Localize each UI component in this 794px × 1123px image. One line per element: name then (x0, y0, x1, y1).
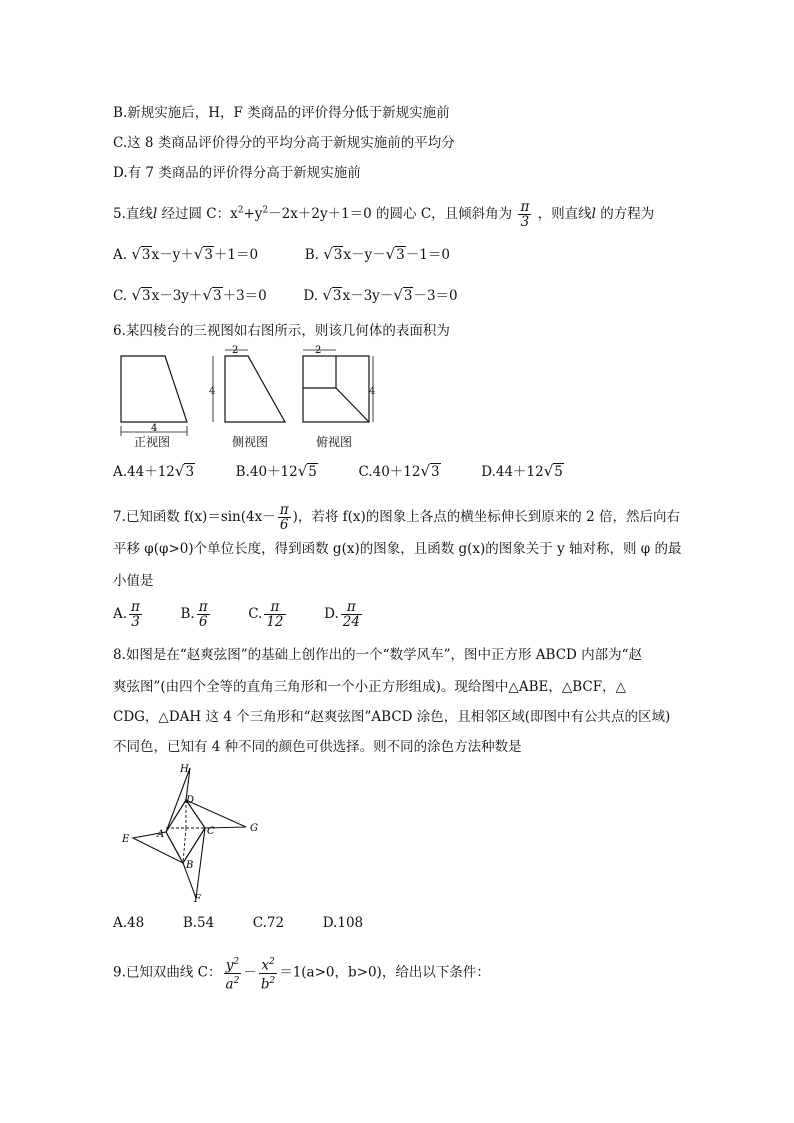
front-width-label: 4 (151, 423, 158, 434)
square-abcd (166, 800, 205, 863)
q6-option-d: D.44＋12√5 (481, 462, 563, 480)
q4-option-b: B.新规实施后，H，F 类商品的评价得分低于新规实施前 (113, 105, 450, 121)
q8-stem-line2: 爽弦图”(由四个全等的直角三角形和一个小正方形组成)。现给图中△ABE，△BCF，△ (113, 679, 626, 695)
q4-option-c: C.这 8 类商品评价得分的平均分高于新规实施前的平均分 (113, 135, 455, 151)
windmill-figure (118, 760, 268, 910)
q8-options (113, 914, 363, 932)
y2-over-a2: $\frac{y^2}{a^2}$ (225, 957, 240, 992)
top-view-caption: 俯视图 (316, 435, 353, 449)
q5-option-c: C. √3x－3y＋√3＋3＝0 (113, 286, 267, 304)
q8-option-c: C.72 (252, 915, 285, 931)
top-top-label: 2 (315, 345, 322, 356)
q5-options-ab (113, 245, 450, 264)
q9-stem: 9.已知双曲线 C： $\frac{y^2}{a^2}$ － $\frac{x^2}{b^2}$ ＝1(a>0，b>0)，给出以下条件： (113, 957, 490, 992)
side-view-shape (225, 356, 285, 422)
q7-option-d: D. $\frac{\pi}{24}$ (324, 599, 360, 630)
q8-option-d: D.108 (322, 915, 364, 931)
side-view-caption: 侧视图 (232, 435, 269, 449)
q6-option-a: A.44＋12√3 (113, 462, 195, 480)
label-a: A (157, 829, 165, 840)
q8-stem-line1: 8.如图是在“赵爽弦图”的基础上创作出的一个“数学风车”，图中正方形 ABCD 内部为“赵 (113, 647, 643, 663)
q6-option-b: B.40＋12√5 (235, 462, 317, 480)
front-view-caption: 正视图 (134, 435, 171, 449)
side-height-label: 4 (209, 386, 216, 397)
q6-options (113, 462, 564, 481)
q7-stem-line1: 7.已知函数 f(x)＝sin(4x－ $\frac{\pi}{6}$ )，若将 f(x)的图象上各点的横坐标伸长到原来的 2 倍，然后向右 (113, 502, 680, 533)
label-h: H (180, 764, 189, 775)
q7-stem-line3: 小值是 (113, 573, 154, 589)
q7-option-b: B. $\frac{\pi}{6}$ (180, 599, 208, 630)
q8-stem-line3: CDG，△DAH 这 4 个三角形和“赵爽弦图”ABCD 涂色，且相邻区域(即图中有公共点的区域) (113, 709, 671, 725)
q5-stem: 5.直线l 经过圆 C：$x^2+y^2-2x+2y+1=0$ 的圆心 C，且倾斜角为 $\frac{\pi}{3}$ ，则直线l 的方程为 (113, 199, 655, 230)
q7-option-c: C. $\frac{\pi}{12}$ (248, 599, 284, 630)
label-c: C (207, 826, 215, 837)
q8-option-b: B.54 (182, 915, 215, 931)
q7-options (113, 600, 364, 629)
top-height-label: 4 (369, 386, 375, 397)
side-top-label: 2 (232, 345, 239, 356)
q8-stem-line4: 不同色，已知有 4 种不同的颜色可供选择。则不同的涂色方法种数是 (113, 739, 522, 755)
q4-option-d: D.有 7 类商品的评价得分高于新规实施前 (113, 165, 361, 181)
label-e: E (122, 834, 130, 845)
pi-over-6-fraction: $\frac{\pi}{6}$ (279, 502, 289, 533)
label-g: G (250, 823, 258, 834)
q5-options-cd (113, 286, 458, 305)
front-view-shape (121, 356, 187, 422)
pi-over-3-fraction: $\frac{\pi}{3}$ (520, 199, 530, 230)
q6-stem: 6.某四棱台的三视图如右图所示，则该几何体的表面积为 (113, 323, 450, 339)
x2-over-b2: $\frac{x^2}{b^2}$ (260, 957, 276, 992)
q5-option-d: D. √3x－3y－√3－3＝0 (303, 286, 458, 304)
label-d: D (186, 795, 195, 806)
q7-stem-line2: 平移 φ(φ>0)个单位长度，得到函数 g(x)的图象，且函数 g(x)的图象关于 y 轴对称，则 φ 的最 (113, 541, 682, 557)
q5-option-b: B. √3x－y－√3－1＝0 (304, 245, 450, 263)
q7-option-a: A. $\frac{\pi}{3}$ (113, 599, 140, 630)
q5-option-a: A. √3x－y＋√3＋1＝0 (113, 245, 259, 263)
label-f: F (194, 894, 201, 905)
q6-option-c: C.40＋12√3 (358, 462, 440, 480)
label-b: B (186, 860, 194, 871)
q8-option-a: A.48 (113, 915, 145, 931)
